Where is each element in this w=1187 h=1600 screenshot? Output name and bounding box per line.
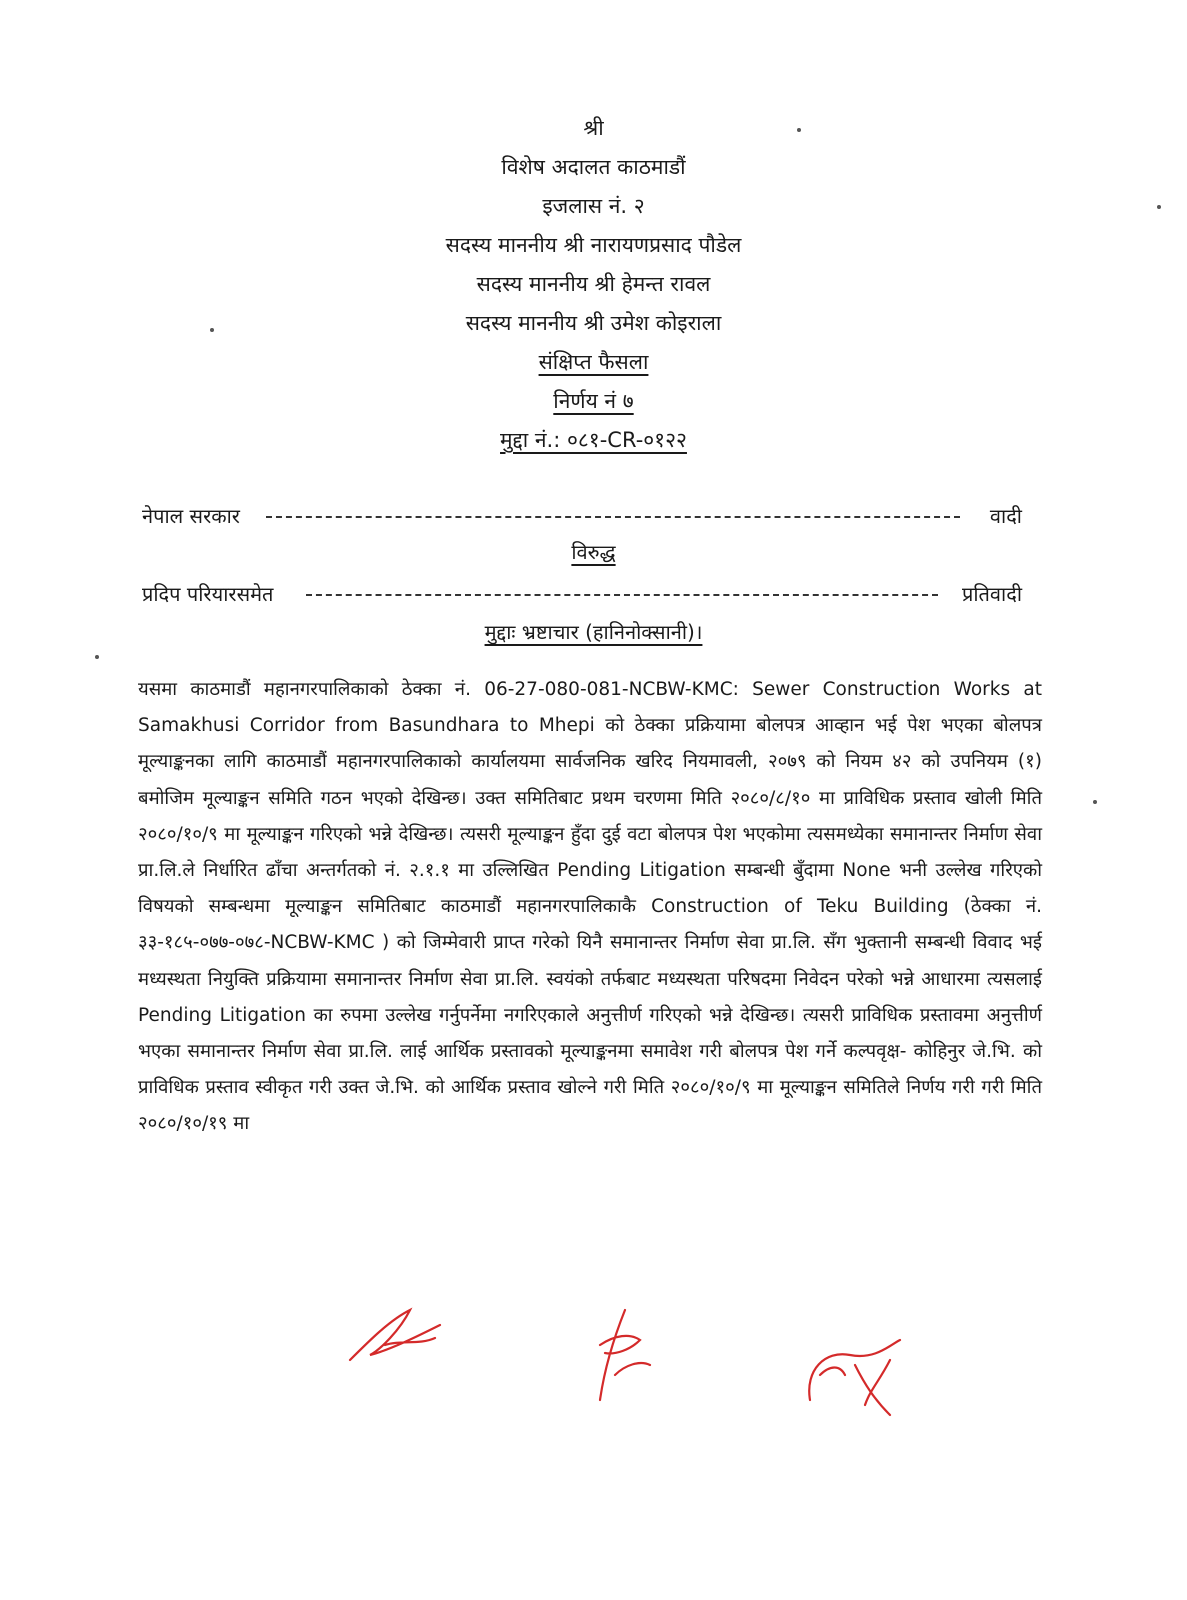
document-header xyxy=(0,108,1187,459)
scan-speck xyxy=(1093,800,1097,804)
scan-speck xyxy=(210,328,214,332)
plaintiff-dash-leader xyxy=(266,516,960,518)
bench-number: इजलास नं. २ xyxy=(542,194,645,218)
plaintiff-name: नेपाल सरकार xyxy=(142,504,240,528)
defendant-role: प्रतिवादी xyxy=(961,582,1022,606)
defendant-name: प्रदिप परियारसमेत xyxy=(142,582,274,606)
judgment-body: यसमा काठमाडौं महानगरपालिकाको ठेक्का नं. 06-27-080-081-NCBW-KMC: Sewer Construction Works at Samakhusi Corridor from Basundhara to Mhepi को ठेक्का प्रक्रियामा बोलपत्र आव्हान भई पेश भएका बोलपत्र मूल्याङ्कनका लागि काठमाडौं महानगरपालिकाको कार्यालयमा सार्वजनिक खरिद नियमावली, २०७९ को नियम ४२ को उपनियम (१) बमोजिम मूल्याङ्कन समिति गठन भएको देखिन्छ। उक्त समितिबाट प्रथम चरणमा मिति २०८०/८/१० मा प्राविधिक प्रस्ताव खोली मिति २०८०/१०/९ मा मूल्याङ्कन गरिएको भन्ने देखिन्छ। त्यसरी मूल्याङ्कन हुँदा दुई वटा बोलपत्र पेश भएकोमा त्यसमध्येका समानान्तर निर्माण सेवा प्रा.लि.ले निर्धारित ढाँचा अन्तर्गतको नं. २.१.१ मा उल्लिखित Pending Litigation सम्बन्धी बुँदामा None भनी उल्लेख गरिएको विषयको सम्बन्धमा मूल्याङ्कन समितिबाट काठमाडौं महानगरपालिकाकै Construction of Teku Building (ठेक्का नं. ३३-१८५-०७७-०७८-NCBW-KMC ) को जिम्मेवारी प्राप्त गरेको यिनै समानान्तर निर्माण सेवा प्रा.लि. सँग भुक्तानी सम्बन्धी विवाद भई मध्यस्थता नियुक्ति प्रक्रियामा समानान्तर निर्माण सेवा प्रा.लि. स्वयंको तर्फबाट मध्यस्थता परिषदमा निवेदन परेको भन्ने आधारमा त्यसलाई Pending Litigation का रुपमा उल्लेख गर्नुपर्नेमा नगरिएकाले अनुत्तीर्ण गरिएको भन्ने देखिन्छ। त्यसरी प्राविधिक प्रस्तावमा अनुत्तीर्ण भएका समानान्तर निर्माण सेवा प्रा.लि. लाई आर्थिक प्रस्तावको मूल्याङ्कनमा समावेश गरी बोलपत्र पेश गर्ने कल्पवृक्ष- कोहिनुर जे.भि. को प्राविधिक प्रस्ताव स्वीकृत गरी उक्त जे.भि. को आर्थिक प्रस्ताव खोल्ने गरी मिति २०८०/१०/९ मा मूल्याङ्कन समितिले निर्णय गरी गरी मिति २०८०/१०/१९ मा xyxy=(138,679,1042,1135)
signature-2 xyxy=(585,1305,665,1415)
case-subject: मुद्दाः भ्रष्टाचार (हानिनोक्सानी)। xyxy=(484,620,703,644)
plaintiff-line xyxy=(142,498,1022,534)
plaintiff-role: वादी xyxy=(989,504,1022,528)
document-type: संक्षिप्त फैसला xyxy=(538,350,649,374)
defendant-line xyxy=(142,576,1022,612)
case-number: मुद्दा नं.: ०८१-CR-०१२२ xyxy=(500,428,687,452)
defendant-dash-leader xyxy=(306,594,938,596)
salutation: श्री xyxy=(583,116,604,140)
court-name: विशेष अदालत काठमाडौं xyxy=(501,155,686,179)
bench-member-1: सदस्य माननीय श्री नारायणप्रसाद पौडेल xyxy=(445,233,742,257)
bench-member-2: सदस्य माननीय श्री हेमन्त रावल xyxy=(476,272,711,296)
signature-3 xyxy=(795,1330,915,1420)
scan-speck xyxy=(95,655,99,659)
scan-speck xyxy=(1157,205,1161,209)
versus-label: विरुद्ध xyxy=(571,540,616,564)
scan-speck xyxy=(797,128,801,132)
bench-member-3: सदस्य माननीय श्री उमेश कोइराला xyxy=(465,311,722,335)
decision-number: निर्णय नं ७ xyxy=(553,389,634,413)
signature-1 xyxy=(340,1300,450,1370)
